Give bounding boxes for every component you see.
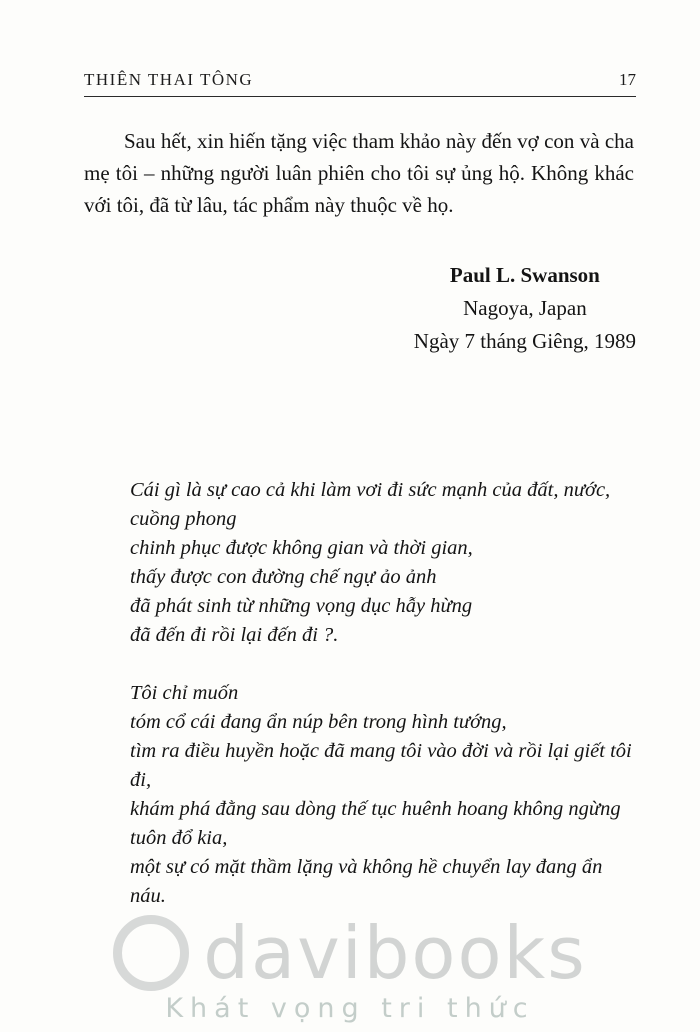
poem-line: Tôi chỉ muốn [130,682,239,704]
poem-stanza-1 [130,476,636,650]
page-header [84,70,636,90]
watermark-brand: davibooks [203,911,587,995]
poem-line: chinh phục được không gian và thời gian, [130,537,473,559]
dedication-paragraph: Sau hết, xin hiến tặng việc tham khảo này đến vợ con và cha mẹ tôi – những người luân phiên cho tôi sự ủng hộ. Không khác với tôi, đã từ lâu, tác phẩm này thuộc về họ. [84,129,634,217]
davibooks-logo-icon [113,915,189,991]
poem-line: một sự có mặt thầm lặng và không hề chuyển lay đang ẩn náu. [130,856,603,907]
poem-line: đã đến đi rồi lại đến đi ?. [130,624,339,646]
page-number: 17 [619,70,636,89]
watermark-row [0,911,700,995]
poem-line: khám phá đằng sau dòng thế tục huênh hoang không ngừng tuôn đổ kia, [130,798,621,849]
poem [130,358,636,911]
watermark-slogan: Khát vọng tri thức [165,993,535,1024]
running-title: THIÊN THAI TÔNG [84,70,254,89]
author-name: Paul L. Swanson [449,263,600,287]
poem-line: thấy được con đường chế ngự ảo ảnh [130,566,437,588]
poem-line: tóm cổ cái đang ẩn núp bên trong hình tướng, [130,711,507,733]
header-rule [84,96,636,97]
signature-block [414,259,636,358]
poem-line: đã phát sinh từ những vọng dục hẫy hừng [130,595,473,617]
poem-stanza-2 [130,679,636,911]
poem-line: tìm ra điều huyền hoặc đã mang tôi vào đời và rồi lại giết tôi đi, [130,740,632,791]
watermark [0,911,700,1024]
signature-date: Ngày 7 tháng Giêng, 1989 [413,329,636,353]
poem-line: Cái gì là sự cao cả khi làm vơi đi sức mạnh của đất, nước, cuồng phong [130,479,611,530]
author-location: Nagoya, Japan [463,296,587,320]
